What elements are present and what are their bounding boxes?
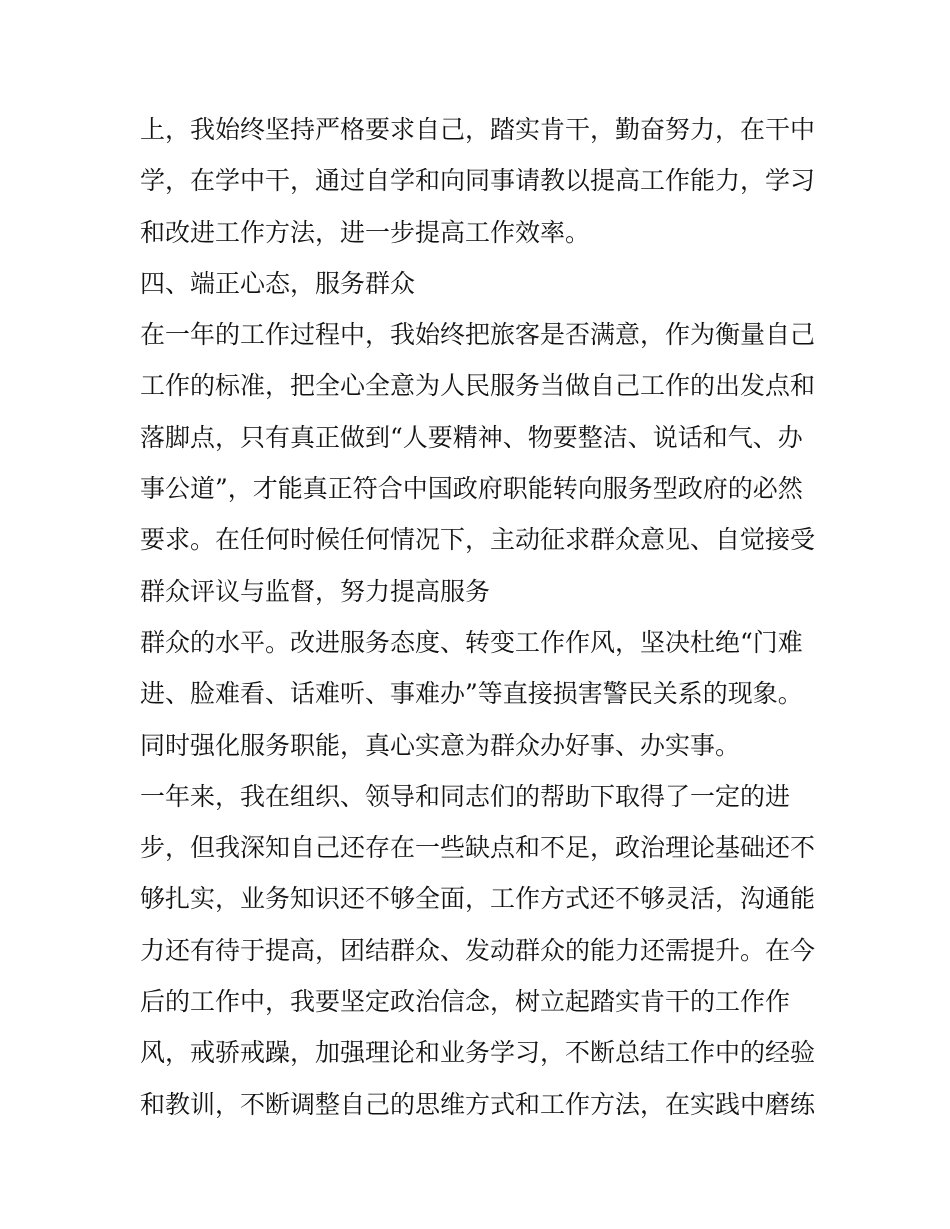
text-line: 够扎实，业务知识还不够全面，工作方式还不够灵活，沟通能 xyxy=(140,884,816,914)
text-line: 和改进工作方法，进一步提高工作效率。 xyxy=(140,217,591,247)
text-line: 风，戒骄戒躁，加强理论和业务学习，不断总结工作中的经验 xyxy=(140,1038,816,1068)
text-line: 力还有待于提高，团结群众、发动群众的能力还需提升。在今 xyxy=(140,935,816,965)
text-line: 一年来，我在组织、领导和同志们的帮助下取得了一定的进 xyxy=(140,781,791,811)
text-line: 上，我始终坚持严格要求自己，踏实肯干，勤奋努力，在干中 xyxy=(140,115,816,144)
text-line: 在一年的工作过程中，我始终把旅客是否满意，作为衡量自己 xyxy=(140,320,816,350)
body-text xyxy=(140,110,820,1136)
text-line: 步，但我深知自己还存在一些缺点和不足，政治理论基础还不 xyxy=(140,833,816,863)
text-line: 落脚点，只有真正做到“人要精神、物要整洁、说话和气、办 xyxy=(140,422,803,452)
text-line: 和教训，不断调整自己的思维方式和工作方法，在实践中磨练 xyxy=(140,1089,816,1119)
text-line: 工作的标准，把全心全意为人民服务当做自己工作的出发点和 xyxy=(140,371,816,401)
text-line: 学，在学中干，通过自学和向同事请教以提高工作能力，学习 xyxy=(140,166,816,196)
text-line: 群众评议与监督，努力提高服务 xyxy=(140,576,491,606)
text-line: 要求。在任何时候任何情况下，主动征求群众意见、自觉接受 xyxy=(140,525,816,555)
text-line: 进、脸难看、话难听、事难办”等直接损害警民关系的现象。 xyxy=(140,679,803,709)
text-line: 同时强化服务职能，真心实意为群众办好事、办实事。 xyxy=(140,730,741,760)
text-line: 群众的水平。改进服务态度、转变工作作风，坚决杜绝“门难 xyxy=(140,627,803,657)
text-line: 后的工作中，我要坚定政治信念，树立起踏实肯干的工作作 xyxy=(140,987,791,1017)
text-line: 事公道”，才能真正符合中国政府职能转向服务型政府的必然 xyxy=(140,474,803,504)
section-heading: 四、端正心态，服务群众 xyxy=(140,268,416,298)
